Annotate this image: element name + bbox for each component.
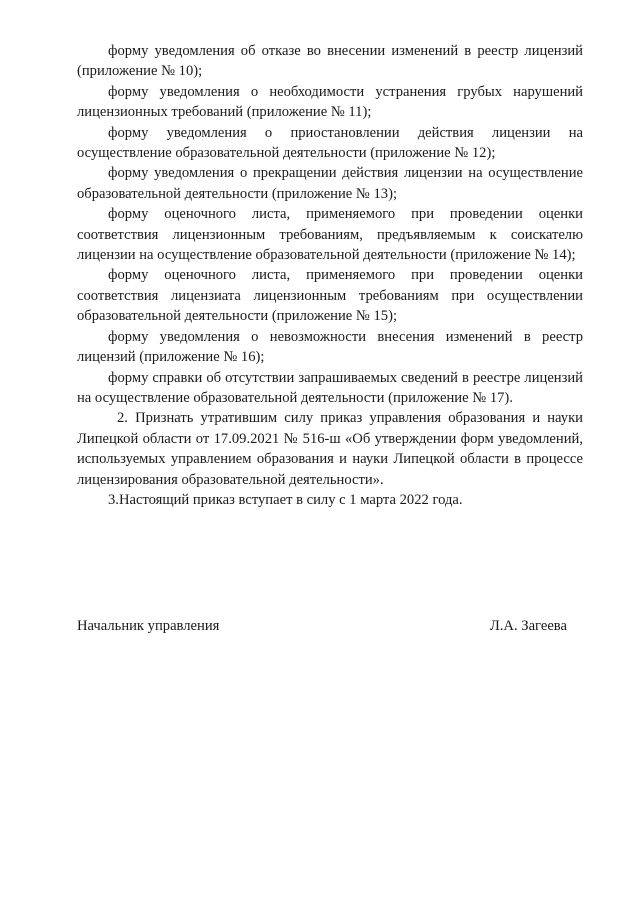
signature-name: Л.А. Загеева bbox=[489, 618, 567, 634]
clause-2-repeal: 2. Признать утратившим силу приказ управления образования и науки Липецкой области от 17.09.2021 № 516-ш «Об утверждении форм уведомлений, используемых управлением образования и науки Липецкой области в процессе лицензирования образовательной деятельности». bbox=[77, 410, 583, 488]
list-item-appendix-11: форму уведомления о необходимости устранения грубых нарушений лицензионных требований (приложение № 11); bbox=[77, 83, 583, 121]
clause-3-effective-date: 3.Настоящий приказ вступает в силу с 1 марта 2022 года. bbox=[108, 491, 463, 508]
list-item-appendix-14: форму оценочного листа, применяемого при проведении оценки соответствия лицензионным требованиям, предъявляемым к соискателю лицензии на осуществление образовательной деятельности (приложение № 14); bbox=[77, 206, 583, 264]
list-item-appendix-17: форму справки об отсутствии запрашиваемых сведений в реестре лицензий на осуществление образовательной деятельности (приложение № 17). bbox=[77, 369, 583, 406]
list-item-appendix-13: форму уведомления о прекращении действия лицензии на осуществление образовательной деятельности (приложение № 13); bbox=[77, 165, 583, 202]
list-item-appendix-10: форму уведомления об отказе во внесении изменений в реестр лицензий (приложение № 10); bbox=[77, 43, 583, 80]
list-item-appendix-16: форму уведомления о невозможности внесения изменений в реестр лицензий (приложение № 16); bbox=[77, 328, 583, 366]
document-body bbox=[77, 41, 583, 510]
list-item-appendix-12: форму уведомления о приостановлении действия лицензии на осуществление образовательной деятельности (приложение № 12); bbox=[77, 124, 583, 162]
list-item-appendix-15: форму оценочного листа, применяемого при проведении оценки соответствия лицензиата лицензионным требованиям при осуществлении образовательной деятельности (приложение № 15); bbox=[77, 267, 583, 325]
signature-position: Начальник управления bbox=[77, 618, 220, 634]
